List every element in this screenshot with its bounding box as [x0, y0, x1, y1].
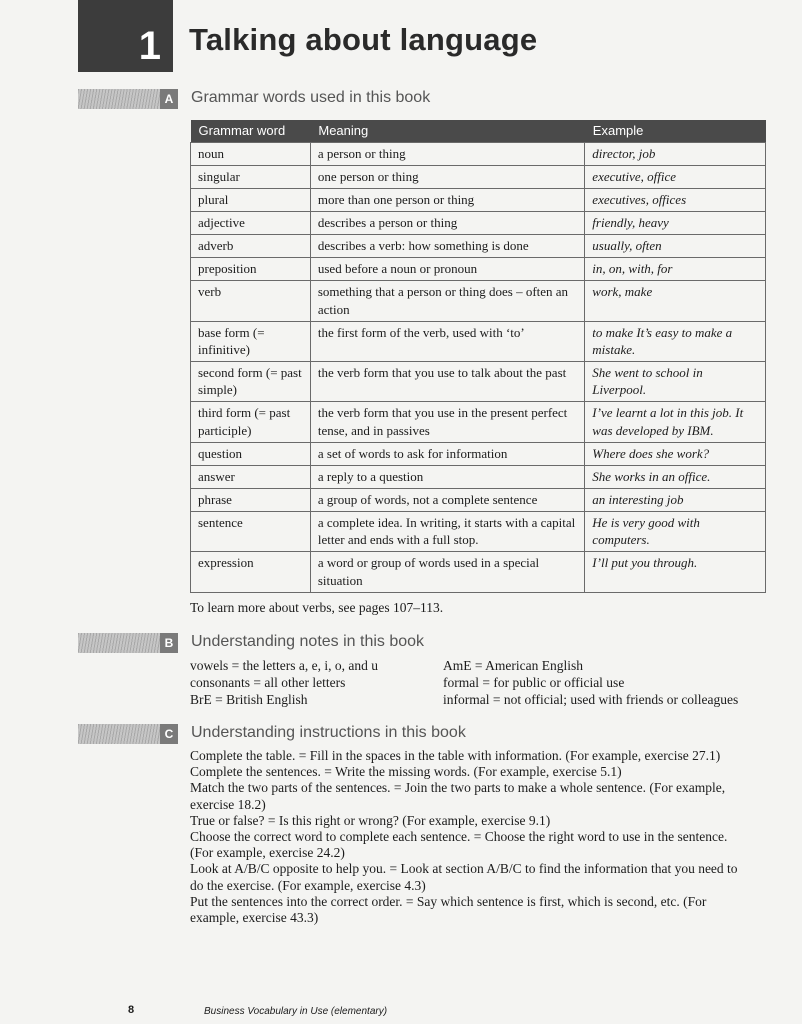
table-row — [191, 552, 766, 592]
meaning-cell: describes a person or thing — [310, 211, 584, 234]
table-row — [191, 165, 766, 188]
example-cell: usually, often — [585, 235, 766, 258]
grammar-word-cell: preposition — [191, 258, 311, 281]
notes-left-column — [190, 657, 378, 708]
table-row — [191, 402, 766, 442]
meaning-cell: something that a person or thing does – often an action — [310, 281, 584, 321]
grammar-word-cell: base form (= infinitive) — [191, 321, 311, 361]
grammar-word-cell: answer — [191, 465, 311, 488]
section-c-title: Understanding instructions in this book — [191, 724, 466, 741]
meaning-cell: a group of words, not a complete sentence — [310, 489, 584, 512]
section-c-bar — [78, 724, 178, 744]
note-item: formal = for public or official use — [443, 675, 625, 690]
example-cell: work, make — [585, 281, 766, 321]
grammar-word-cell: second form (= past simple) — [191, 362, 311, 402]
example-cell: an interesting job — [585, 489, 766, 512]
notes-right-column — [443, 657, 738, 708]
example-cell: director, job — [585, 142, 766, 165]
section-a-title: Grammar words used in this book — [191, 89, 431, 106]
meaning-cell: the verb form that you use to talk about the past — [310, 362, 584, 402]
example-cell: She works in an office. — [585, 465, 766, 488]
page-title: Talking about language — [189, 22, 538, 57]
page-number: 8 — [128, 1004, 135, 1016]
unit-number: 1 — [138, 24, 161, 68]
example-cell: executive, office — [585, 165, 766, 188]
instruction-item: Put the sentences into the correct order. = Say which sentence is first, which is second, etc. (For example, exercise 43.3) — [190, 893, 707, 926]
instruction-item: Look at A/B/C opposite to help you. = Look at section A/B/C to find the information that you need to do the exercise. (For example, exercise 4.3) — [190, 861, 738, 893]
note-item: BrE = British English — [190, 692, 308, 707]
table-row — [191, 362, 766, 402]
verbs-reference-note: To learn more about verbs, see pages 107–113. — [190, 600, 444, 615]
instruction-item: Match the two parts of the sentences. = Join the two parts to make a whole sentence. (For example, exercise 18.2) — [190, 780, 726, 812]
meaning-cell: the verb form that you use in the present perfect tense, and in passives — [310, 402, 584, 442]
meaning-cell: one person or thing — [310, 165, 584, 188]
meaning-cell: used before a noun or pronoun — [310, 258, 584, 281]
meaning-cell: more than one person or thing — [310, 188, 584, 211]
grammar-word-cell: question — [191, 442, 311, 465]
note-item: vowels = the letters a, e, i, o, and u — [190, 658, 378, 673]
section-b-letter: B — [160, 633, 178, 653]
meaning-cell: a complete idea. In writing, it starts with a capital letter and ends with a full stop. — [310, 512, 584, 552]
example-cell: I’ve learnt a lot in this job. It was developed by IBM. — [585, 402, 766, 442]
grammar-word-cell: phrase — [191, 489, 311, 512]
column-header: Example — [585, 120, 766, 142]
section-a-letter: A — [160, 89, 178, 109]
instructions-list — [190, 748, 738, 926]
section-b-title: Understanding notes in this book — [191, 633, 425, 650]
grammar-word-cell: plural — [191, 188, 311, 211]
instruction-item: Choose the correct word to complete each sentence. = Choose the right word to use in the sentence. (For example, exercise 24.2) — [190, 829, 728, 861]
grammar-word-cell: sentence — [191, 512, 311, 552]
grammar-word-cell: singular — [191, 165, 311, 188]
instruction-item: True or false? = Is this right or wrong? (For example, exercise 9.1) — [190, 812, 551, 828]
grammar-table — [190, 120, 766, 593]
column-header: Meaning — [310, 120, 584, 142]
meaning-cell: a set of words to ask for information — [310, 442, 584, 465]
meaning-cell: the first form of the verb, used with ‘to’ — [310, 321, 584, 361]
example-cell: Where does she work? — [585, 442, 766, 465]
section-b-bar — [78, 633, 178, 653]
instruction-item: Complete the sentences. = Write the missing words. (For example, exercise 5.1) — [190, 764, 622, 780]
section-c-letter: C — [160, 724, 178, 744]
example-cell: friendly, heavy — [585, 211, 766, 234]
example-cell: I’ll put you through. — [585, 552, 766, 592]
unit-number-box — [78, 0, 173, 72]
table-row — [191, 465, 766, 488]
meaning-cell: a person or thing — [310, 142, 584, 165]
example-cell: He is very good with computers. — [585, 512, 766, 552]
grammar-word-cell: adverb — [191, 235, 311, 258]
column-header: Grammar word — [191, 120, 311, 142]
table-row — [191, 512, 766, 552]
grammar-word-cell: expression — [191, 552, 311, 592]
meaning-cell: describes a verb: how something is done — [310, 235, 584, 258]
table-row — [191, 321, 766, 361]
instruction-item: Complete the table. = Fill in the spaces in the table with information. (For example, exercise 27.1) — [190, 748, 721, 763]
example-cell: executives, offices — [585, 188, 766, 211]
table-row — [191, 489, 766, 512]
table-row — [191, 142, 766, 165]
book-title: Business Vocabulary in Use (elementary) — [204, 1006, 388, 1017]
table-row — [191, 258, 766, 281]
grammar-word-cell: adjective — [191, 211, 311, 234]
meaning-cell: a word or group of words used in a special situation — [310, 552, 584, 592]
grammar-word-cell: verb — [191, 281, 311, 321]
meaning-cell: a reply to a question — [310, 465, 584, 488]
grammar-word-cell: noun — [191, 142, 311, 165]
example-cell: in, on, with, for — [585, 258, 766, 281]
table-row — [191, 188, 766, 211]
example-cell: She went to school in Liverpool. — [585, 362, 766, 402]
grammar-word-cell: third form (= past participle) — [191, 402, 311, 442]
note-item: informal = not official; used with friends or colleagues — [443, 692, 739, 707]
example-cell: to make It’s easy to make a mistake. — [585, 321, 766, 361]
table-row — [191, 211, 766, 234]
table-row — [191, 442, 766, 465]
table-header-row — [191, 120, 766, 142]
note-item: consonants = all other letters — [190, 675, 346, 690]
section-a-bar — [78, 89, 178, 109]
table-row — [191, 281, 766, 321]
note-item: AmE = American English — [443, 658, 583, 673]
table-row — [191, 235, 766, 258]
